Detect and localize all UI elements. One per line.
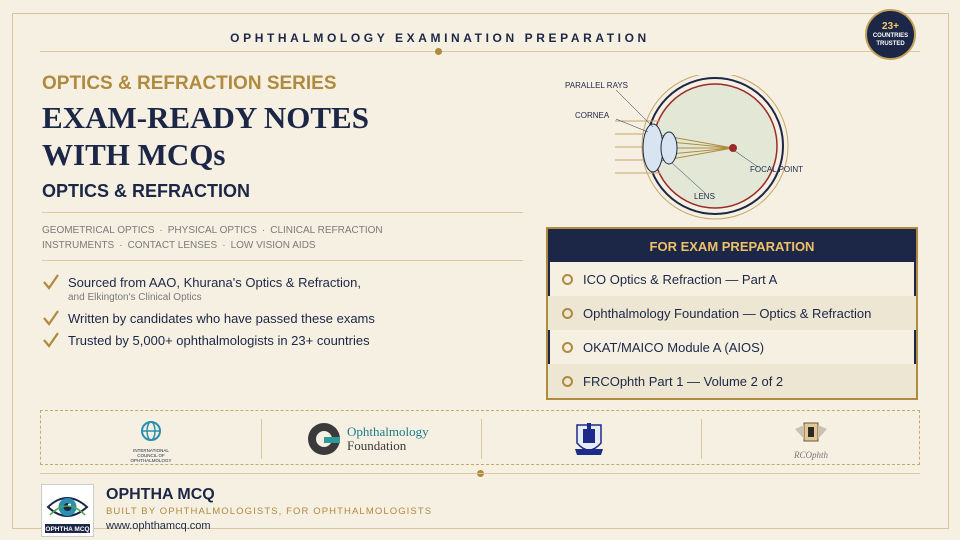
logo-divider <box>261 419 262 459</box>
ico-globe-icon <box>138 419 164 443</box>
checkmark-icon <box>42 331 60 349</box>
topics-row-1: GEOMETRICAL OPTICS · PHYSICAL OPTICS · CLINICAL REFRACTION <box>42 225 383 236</box>
exam-item-label: Ophthalmology Foundation — Optics & Refraction <box>583 306 872 321</box>
exam-list-item <box>548 296 916 330</box>
badge-count: 23+ <box>882 21 899 32</box>
topics-row-2: INSTRUMENTS · CONTACT LENSES · LOW VISION AIDS <box>42 240 316 251</box>
checkmark-icon <box>42 273 60 291</box>
exam-list-item <box>548 364 916 398</box>
ico-logo <box>126 419 176 463</box>
topic-item: LOW VISION AIDS <box>230 240 316 251</box>
aios-crest-logo <box>573 419 609 459</box>
checklist-item <box>42 311 532 327</box>
checklist-text: Trusted by 5,000+ ophthalmologists in 23+ countries <box>68 333 370 348</box>
partner-logos-strip <box>40 410 920 465</box>
foundation-o-icon <box>306 421 342 457</box>
topic-item: GEOMETRICAL OPTICS <box>42 225 155 236</box>
exam-item-label: OKAT/MAICO Module A (AIOS) <box>583 340 765 355</box>
headline-line2: WITH MCQs <box>42 137 226 172</box>
logo-text: OPHTHA MCQ <box>45 526 90 533</box>
crest-icon <box>573 419 605 459</box>
label-parallel-rays: PARALLEL RAYS <box>565 81 628 90</box>
subhead: OPTICS & REFRACTION <box>42 181 251 201</box>
checklist-item <box>42 333 532 349</box>
label-lens: LENS <box>694 192 715 201</box>
topic-item: CONTACT LENSES <box>127 240 218 251</box>
checklist-text: Written by candidates who have passed these exams <box>68 311 375 326</box>
brand-name: OPHTHA MCQ <box>106 486 215 503</box>
eye-refraction-diagram <box>560 75 820 225</box>
headline <box>42 99 369 173</box>
countries-badge <box>865 9 916 60</box>
exam-list-item <box>548 262 916 296</box>
circle-bullet-icon <box>562 274 573 285</box>
topics-list <box>42 223 522 253</box>
headline-line1: EXAM-READY NOTES <box>42 100 369 135</box>
logo-divider <box>481 419 482 459</box>
checkmark-icon <box>42 309 60 327</box>
rcophth-crest-icon <box>793 419 829 445</box>
foundation-subname: Foundation <box>347 438 407 453</box>
topic-item: CLINICAL REFRACTION <box>270 225 383 236</box>
circle-bullet-icon <box>562 342 573 353</box>
badge-line1: COUNTRIES <box>872 33 909 39</box>
focal-point-marker <box>729 144 737 152</box>
footer-divider <box>40 473 920 474</box>
circle-bullet-icon <box>562 308 573 319</box>
exam-box-title: FOR EXAM PREPARATION <box>548 229 916 262</box>
ophtha-mcq-logo <box>41 484 94 537</box>
exam-item-label: FRCOphth Part 1 — Volume 2 of 2 <box>583 374 784 389</box>
label-cornea: CORNEA <box>575 111 610 120</box>
lens-shape <box>661 132 677 164</box>
topics-divider-top <box>42 212 523 213</box>
brand-website-link[interactable]: www.ophthamcq.com <box>106 520 211 532</box>
rcophth-text: RCOphth <box>793 450 828 460</box>
ico-logo-text: INTERNATIONAL COUNCIL OF OPHTHALMOLOGY <box>130 448 172 463</box>
topic-item: INSTRUMENTS <box>42 240 115 251</box>
series-title: OPTICS & REFRACTION SERIES <box>42 73 337 94</box>
exam-item-label: ICO Optics & Refraction — Part A <box>583 272 778 287</box>
brand-tagline: BUILT BY OPHTHALMOLOGISTS, FOR OPHTHALMOLOGISTS <box>106 506 433 517</box>
header-divider-dot <box>435 48 442 55</box>
topic-item: PHYSICAL OPTICS <box>167 225 257 236</box>
exam-list-item <box>548 330 916 364</box>
eye-logo-icon <box>42 485 93 536</box>
page-header-title: OPHTHALMOLOGY EXAMINATION PREPARATION <box>230 31 650 45</box>
logo-divider <box>701 419 702 459</box>
ophthalmology-foundation-logo <box>306 419 446 459</box>
feature-checklist <box>42 275 532 355</box>
foundation-name: Ophthalmology <box>347 424 429 439</box>
circle-bullet-icon <box>562 376 573 387</box>
checklist-subtext: and Elkington's Clinical Optics <box>68 292 202 303</box>
header-divider <box>40 51 920 52</box>
label-focal-point: FOCAL POINT <box>750 165 804 174</box>
checklist-item <box>42 275 532 305</box>
checklist-text: Sourced from AAO, Khurana's Optics & Refraction, <box>68 275 361 290</box>
badge-line2: TRUSTED <box>876 41 905 47</box>
rcophth-logo <box>789 419 833 459</box>
exam-preparation-box <box>546 227 918 400</box>
topics-divider-bottom <box>42 260 523 261</box>
